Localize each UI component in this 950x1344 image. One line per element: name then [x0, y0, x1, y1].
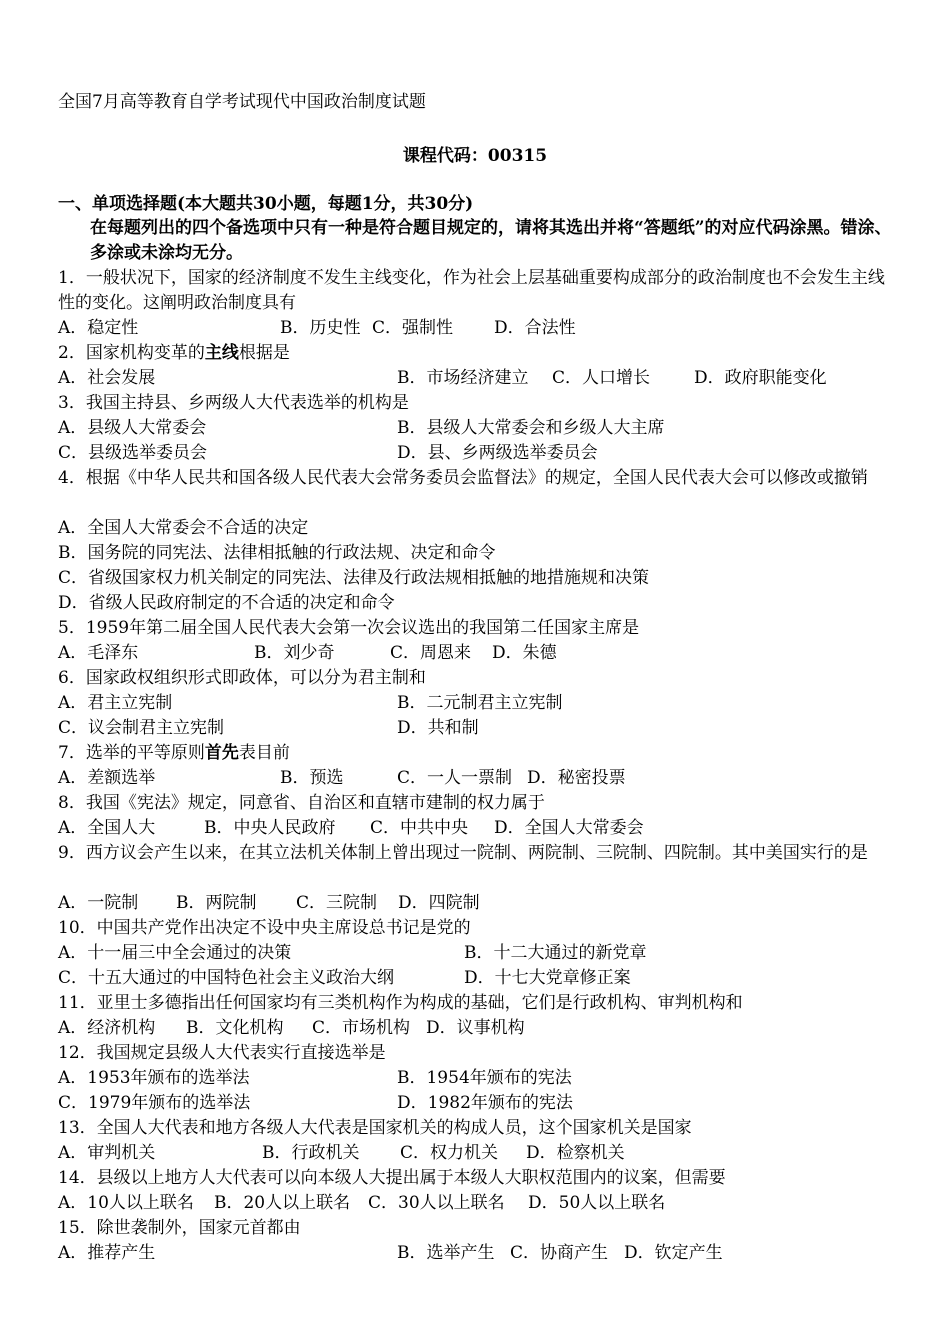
option-b: B．历史性: [280, 318, 361, 338]
question-10-stem: 10．中国共产党作出决定不设中央主席设总书记是党的: [58, 918, 471, 938]
option-b: B．文化机构: [186, 1018, 284, 1038]
option-a: A．经济机构: [58, 1018, 156, 1038]
option-c: C．市场机构: [312, 1018, 411, 1038]
option-c: C．县级选举委员会: [58, 443, 208, 463]
option-a: A．全国人大: [58, 818, 156, 838]
question-1-stem: 1．一般状况下，国家的经济制度不发生主线变化，作为社会上层基础重要构成部分的政治制度也不会发生主线性的变化。这阐明政治制度具有: [58, 268, 885, 313]
option-a: A．推荐产生: [58, 1243, 156, 1263]
option-a: A．一院制: [58, 893, 139, 913]
question-3-stem: 3．我国主持县、乡两级人大代表选举的机构是: [58, 393, 409, 413]
stem-text: 2．国家机构变革的: [58, 343, 205, 363]
stem-emphasis: 主线: [204, 343, 239, 363]
option-d: D．十七大党章修正案: [464, 968, 631, 988]
option-b: B．选举产生: [397, 1243, 495, 1263]
question-15-stem: 15．除世袭制外，国家元首都由: [58, 1218, 301, 1238]
option-a: A．稳定性: [58, 318, 139, 338]
option-a: A．全国人大常委会不合适的决定: [58, 518, 309, 538]
option-a: A．1953年颁布的选举法: [58, 1068, 250, 1088]
option-c: C．协商产生: [510, 1243, 609, 1263]
option-b: B．十二大通过的新党章: [464, 943, 647, 963]
doc-title: 全国7月高等教育自学考试现代中国政治制度试题: [58, 92, 426, 112]
question-11-stem: 11．亚里士多德指出任何国家均有三类机构作为构成的基础，它们是行政机构、审判机构和: [58, 993, 743, 1013]
option-d: D．县、乡两级选举委员会: [397, 443, 598, 463]
option-a: A．君主立宪制: [58, 693, 173, 713]
option-a: A．毛泽东: [58, 643, 139, 663]
option-c: C．30人以上联名: [368, 1193, 505, 1213]
option-d: D．秘密投票: [527, 768, 626, 788]
stem-emphasis: 首先: [204, 743, 239, 763]
option-a: A．十一届三中全会通过的决策: [58, 943, 292, 963]
option-d: D．议事机构: [426, 1018, 525, 1038]
stem-text: 7．选举的平等原则: [58, 743, 205, 763]
option-c: C．三院制: [296, 893, 378, 913]
option-c: C．省级国家权力机关制定的同宪法、法律及行政法规相抵触的地措施规和决策: [58, 568, 650, 588]
option-b: B．两院制: [176, 893, 257, 913]
option-c: C．周恩来: [390, 643, 472, 663]
option-b: B．20人以上联名: [214, 1193, 351, 1213]
option-d: D．朱德: [492, 643, 557, 663]
section-heading: 一、单项选择题(本大题共30小题，每题1分，共30分): [58, 194, 474, 214]
question-2-stem: [58, 341, 898, 366]
option-a: A．社会发展: [58, 368, 156, 388]
option-a: A．审判机关: [58, 1143, 156, 1163]
question-7-stem: [58, 741, 898, 766]
option-b: B．中央人民政府: [204, 818, 336, 838]
option-d: D．合法性: [494, 318, 576, 338]
option-a: A．县级人大常委会: [58, 418, 207, 438]
option-a: A．10人以上联名: [58, 1193, 194, 1213]
stem-text: 根据是: [238, 343, 290, 363]
option-d: D．检察机关: [526, 1143, 625, 1163]
option-c: C．中共中央: [370, 818, 469, 838]
option-d: D．钦定产生: [624, 1243, 723, 1263]
option-d: D．政府职能变化: [694, 368, 827, 388]
option-b: B．预选: [280, 768, 344, 788]
option-b: B．县级人大常委会和乡级人大主席: [397, 418, 665, 438]
stem-text: 表目前: [238, 743, 290, 763]
option-b: B．国务院的同宪法、法律相抵触的行政法规、决定和命令: [58, 543, 496, 563]
option-c: C．人口增长: [552, 368, 651, 388]
option-d: D．全国人大常委会: [494, 818, 644, 838]
option-c: C．强制性: [372, 318, 454, 338]
course-code: 课程代码：00315: [402, 146, 548, 166]
option-b: B．市场经济建立: [397, 368, 529, 388]
question-4-stem: 4．根据《中华人民共和国各级人民代表大会常务委员会监督法》的规定，全国人民代表大会可以修改或撤销: [58, 468, 868, 488]
option-d: D．50人以上联名: [528, 1193, 666, 1213]
option-c: C．一人一票制: [397, 768, 513, 788]
option-d: D．1982年颁布的宪法: [397, 1093, 573, 1113]
question-13-stem: 13．全国人大代表和地方各级人大代表是国家机关的构成人员，这个国家机关是国家: [58, 1118, 692, 1138]
option-b: B．行政机关: [262, 1143, 360, 1163]
question-8-stem: 8．我国《宪法》规定，同意省、自治区和直辖市建制的权力属于: [58, 793, 545, 813]
question-12-stem: 12．我国规定县级人大代表实行直接选举是: [58, 1043, 386, 1063]
section-instructions: 在每题列出的四个备选项中只有一种是符合题目规定的，请将其选出并将“答题纸”的对应代码涂黑。错涂、多涂或未涂均无分。: [90, 218, 892, 263]
question-5-stem: 5．1959年第二届全国人民代表大会第一次会议选出的我国第二任国家主席是: [58, 618, 640, 638]
option-b: B．1954年颁布的宪法: [397, 1068, 572, 1088]
option-a: A．差额选举: [58, 768, 156, 788]
question-14-stem: 14．县级以上地方人大代表可以向本级人大提出属于本级人大职权范围内的议案，但需要: [58, 1168, 726, 1188]
option-d: D．四院制: [398, 893, 480, 913]
option-c: C．1979年颁布的选举法: [58, 1093, 251, 1113]
option-d: D．共和制: [397, 718, 479, 738]
question-9-stem: 9．西方议会产生以来，在其立法机关体制上曾出现过一院制、两院制、三院制、四院制。其中美国实行的是: [58, 843, 868, 863]
question-6-stem: 6．国家政权组织形式即政体，可以分为君主制和: [58, 668, 426, 688]
option-b: B．二元制君主立宪制: [397, 693, 563, 713]
option-d: D．省级人民政府制定的不合适的决定和命令: [58, 593, 395, 613]
option-b: B．刘少奇: [254, 643, 335, 663]
option-c: C．权力机关: [400, 1143, 499, 1163]
option-c: C．十五大通过的中国特色社会主义政治大纲: [58, 968, 395, 988]
option-c: C．议会制君主立宪制: [58, 718, 225, 738]
